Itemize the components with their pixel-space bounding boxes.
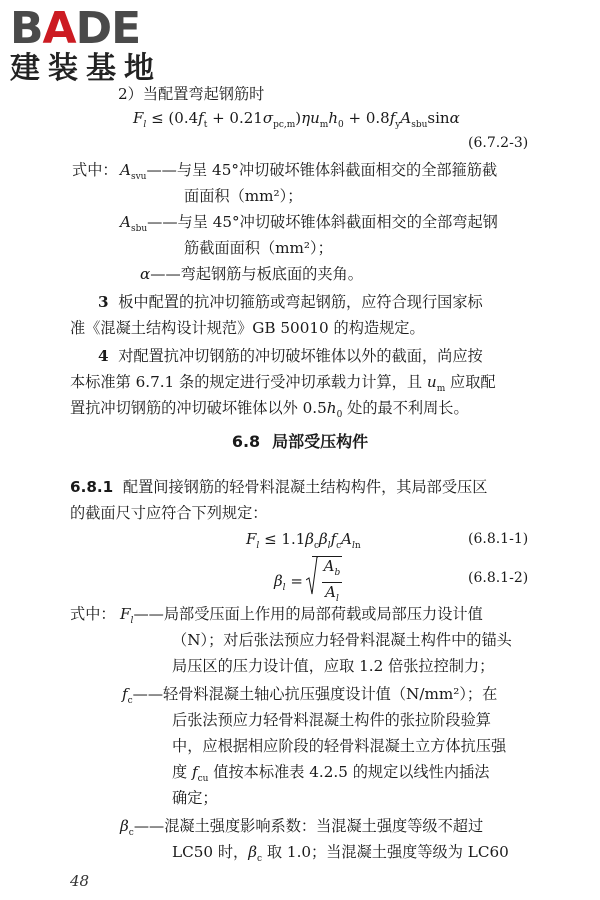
def-asvu: $A_{svu}——$与呈 45°冲切破坏锥体斜截面相交的全部箍筋截 — [120, 161, 498, 183]
def-fl-cont-2: 局压区的压力设计值，应取 1.2 倍张拉控制力； — [172, 657, 495, 675]
item-4: 4 对配置抗冲切钢筋的冲切破坏锥体以外的截面，尚应按 — [98, 347, 483, 365]
where-label: 式中： — [70, 605, 116, 623]
def-beta-c: $\beta_c——$混凝土强度影响系数：当混凝土强度等级不超过 — [120, 817, 484, 839]
item-3-cont: 准《混凝土结构设计规范》GB 50010 的构造规定。 — [70, 319, 425, 337]
def-alpha: α——弯起钢筋与板底面的夹角。 — [140, 265, 363, 283]
def-fc-cont-1: 后张法预应力轻骨料混凝土构件的张拉阶段验算 — [172, 711, 491, 729]
def-asbu-cont: 筋截面面积（mm²）； — [184, 239, 333, 257]
item-3: 3 板中配置的抗冲切箍筋或弯起钢筋，应符合现行国家标 — [98, 293, 483, 311]
where-label: 式中： — [72, 161, 118, 179]
sqrt-symbol: $\frac{A_b}{A_l}$ — [312, 556, 343, 608]
def-asvu-cont: 面面积（mm²）； — [184, 187, 303, 205]
def-fc-cont-3: 度 $f_{cu}$ 值按本标准表 4.2.5 的规定以线性内插法 — [172, 763, 490, 785]
equation-number: (6.8.1-1) — [468, 531, 529, 547]
def-fc-cont-2: 中，应根据相应阶段的轻骨料混凝土立方体抗压强 — [172, 737, 507, 755]
clause-6-8-1: 6.8.1 配置间接钢筋的轻骨料混凝土结构构件，其局部受压区 — [70, 478, 488, 496]
logo-subtitle: 建装基地 — [10, 51, 162, 86]
def-fc-cont-4: 确定； — [172, 789, 218, 807]
section-heading: 6.8 局部受压构件 — [231, 432, 369, 451]
item-4-cont-1: 本标准第 6.7.1 条的规定进行受冲切承载力计算，且 $u_m$ 应取配 — [70, 373, 496, 395]
item-4-cont-2: 置抗冲切钢筋的冲切破坏锥体以外 $0.5h_0$ 处的最不利周长。 — [70, 399, 469, 421]
clause-6-8-1-cont: 的截面尺寸应符合下列规定： — [70, 504, 268, 522]
def-fl-cont-1: （N）；对后张法预应力轻骨料混凝土构件中的锚头 — [172, 631, 512, 649]
def-fc: $f_c——$轻骨料混凝土轴心抗压强度设计值（N/mm²）；在 — [122, 685, 498, 707]
formula-6-7-2-3: $F_l \le (0.4f_t + 0.21\sigma_{pc,m})\eta u_mh_0 + 0.8f_yA_{sbu}\sin\alpha$ — [133, 109, 460, 130]
formula-6-8-1-1: $F_l \le 1.1\beta_c\beta_lf_cA_{ln}$ — [246, 530, 361, 551]
page-number: 48 — [70, 872, 90, 890]
item-2-heading: 2）当配置弯起钢筋时 — [118, 85, 265, 103]
def-asbu: $A_{sbu}——$与呈 45°冲切破坏锥体斜截面相交的全部弯起钢 — [120, 213, 498, 235]
logo-brand: BADE — [10, 3, 141, 54]
def-beta-c-cont: LC50 时，$\beta_c$ 取 1.0；当混凝土强度等级为 LC60 — [172, 843, 509, 865]
formula-6-8-1-2: $\beta_l$ = $\frac{A_b}{A_l}$ — [274, 556, 342, 608]
def-fl: $F_l——$局部受压面上作用的局部荷载或局部压力设计值 — [120, 605, 483, 627]
bade-logo — [10, 3, 180, 86]
equation-number: (6.8.1-2) — [468, 570, 529, 586]
equation-number: (6.7.2-3) — [468, 135, 529, 151]
